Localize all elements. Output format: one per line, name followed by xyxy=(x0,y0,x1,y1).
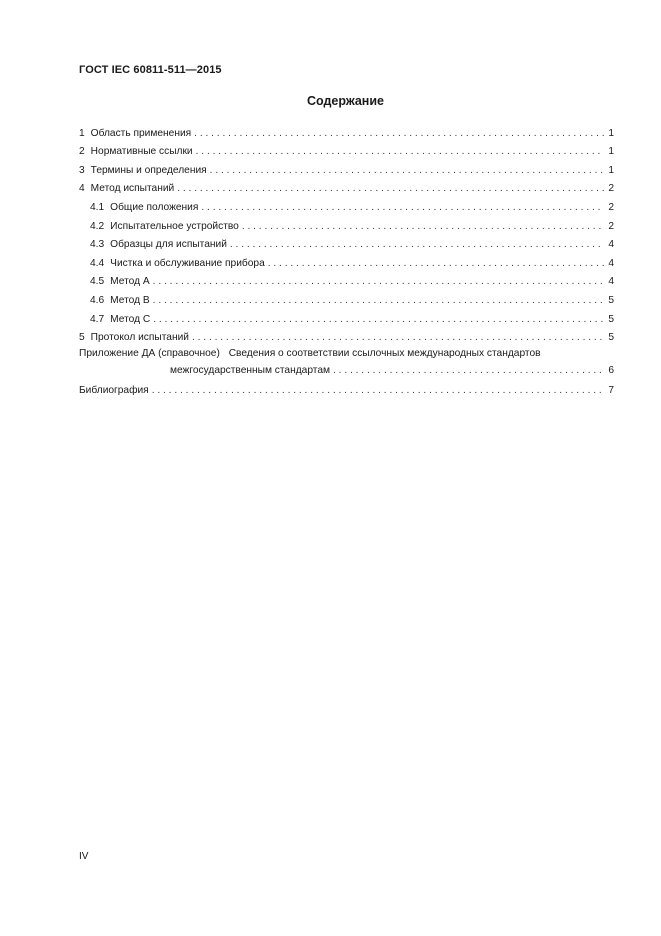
dot-leader xyxy=(153,314,604,326)
document-id-header: ГОСТ IEC 60811-511—2015 xyxy=(79,64,222,76)
toc-entry-number: 1 xyxy=(79,127,85,139)
toc-entry-text: Метод испытаний xyxy=(90,183,175,195)
toc-entry-4[interactable] xyxy=(79,177,614,196)
toc-entry-text: Метод С xyxy=(110,313,151,325)
toc-entry-text: Область применения xyxy=(90,127,192,139)
toc-entry-text: Общие положения xyxy=(110,201,199,213)
toc-entry-text: Образцы для испытаний xyxy=(110,239,227,251)
toc-entry-page: 4 xyxy=(608,276,614,288)
toc-entry-text: Метод В xyxy=(110,294,150,306)
toc-entry-text: Нормативные ссылки xyxy=(90,146,193,158)
dot-leader xyxy=(333,365,604,377)
dot-leader xyxy=(196,146,604,158)
dot-leader xyxy=(210,165,604,177)
toc-entry-text: Испытательное устройство xyxy=(110,220,239,232)
toc-title: Содержание xyxy=(306,94,384,108)
table-of-contents xyxy=(79,121,614,397)
toc-entry-4-3[interactable] xyxy=(79,233,614,252)
toc-entry-page: 5 xyxy=(608,313,614,325)
dot-leader xyxy=(177,183,604,195)
toc-entry-4-5[interactable] xyxy=(79,270,614,289)
toc-entry-text: Чистка и обслуживание прибора xyxy=(110,257,265,269)
toc-entry-page: 2 xyxy=(608,183,614,195)
toc-entry-number: 4.5 xyxy=(90,276,105,288)
toc-entry-text: Термины и определения xyxy=(90,164,207,176)
toc-entry-page: 6 xyxy=(608,365,614,377)
toc-entry-annex[interactable] xyxy=(79,346,614,377)
toc-entry-text: Библиография xyxy=(79,385,149,397)
toc-entry-4-4[interactable] xyxy=(79,251,614,270)
toc-entry-4-2[interactable] xyxy=(79,214,614,233)
toc-entry-text: Протокол испытаний xyxy=(90,332,189,344)
annex-prefix: Приложение ДА (справочное) xyxy=(79,348,220,360)
toc-entry-3[interactable] xyxy=(79,158,614,177)
toc-entry-number: 2 xyxy=(79,146,85,158)
toc-entry-bibliography[interactable] xyxy=(79,377,614,397)
toc-entry-page: 2 xyxy=(608,220,614,232)
toc-entry-5[interactable] xyxy=(79,326,614,345)
toc-entry-page: 5 xyxy=(608,294,614,306)
toc-entry-number: 4.4 xyxy=(90,257,105,269)
dot-leader xyxy=(242,221,604,233)
toc-entry-number: 3 xyxy=(79,164,85,176)
dot-leader xyxy=(201,202,604,214)
toc-entry-number: 4.6 xyxy=(90,294,105,306)
toc-entry-page: 4 xyxy=(608,239,614,251)
toc-entry-4-6[interactable] xyxy=(79,288,614,307)
toc-entry-text: Метод А xyxy=(110,276,150,288)
toc-entry-number: 4.3 xyxy=(90,239,105,251)
toc-entry-page: 2 xyxy=(608,201,614,213)
toc-entry-number: 4.2 xyxy=(90,220,105,232)
toc-entry-page: 1 xyxy=(608,164,614,176)
dot-leader xyxy=(192,332,604,344)
dot-leader xyxy=(153,276,604,288)
dot-leader xyxy=(268,258,604,270)
toc-entry-page: 4 xyxy=(608,257,614,269)
annex-title-line2: межгосударственным стандартам xyxy=(170,365,330,377)
toc-entry-1[interactable] xyxy=(79,121,614,140)
dot-leader xyxy=(153,295,604,307)
toc-entry-page: 1 xyxy=(608,127,614,139)
page-number-footer: IV xyxy=(79,851,89,862)
annex-title-line1: Сведения о соответствии ссылочных международных стандартов xyxy=(228,348,541,360)
dot-leader xyxy=(152,385,604,397)
toc-entry-page: 1 xyxy=(608,146,614,158)
toc-entry-4-7[interactable] xyxy=(79,307,614,326)
toc-entry-2[interactable] xyxy=(79,140,614,159)
toc-entry-page: 7 xyxy=(608,385,614,397)
dot-leader xyxy=(194,128,604,140)
toc-entry-4-1[interactable] xyxy=(79,195,614,214)
toc-entry-page: 5 xyxy=(608,332,614,344)
dot-leader xyxy=(230,239,604,251)
toc-entry-number: 5 xyxy=(79,332,85,344)
toc-entry-number: 4 xyxy=(79,183,85,195)
toc-entry-number: 4.7 xyxy=(90,313,105,325)
toc-entry-number: 4.1 xyxy=(90,201,105,213)
